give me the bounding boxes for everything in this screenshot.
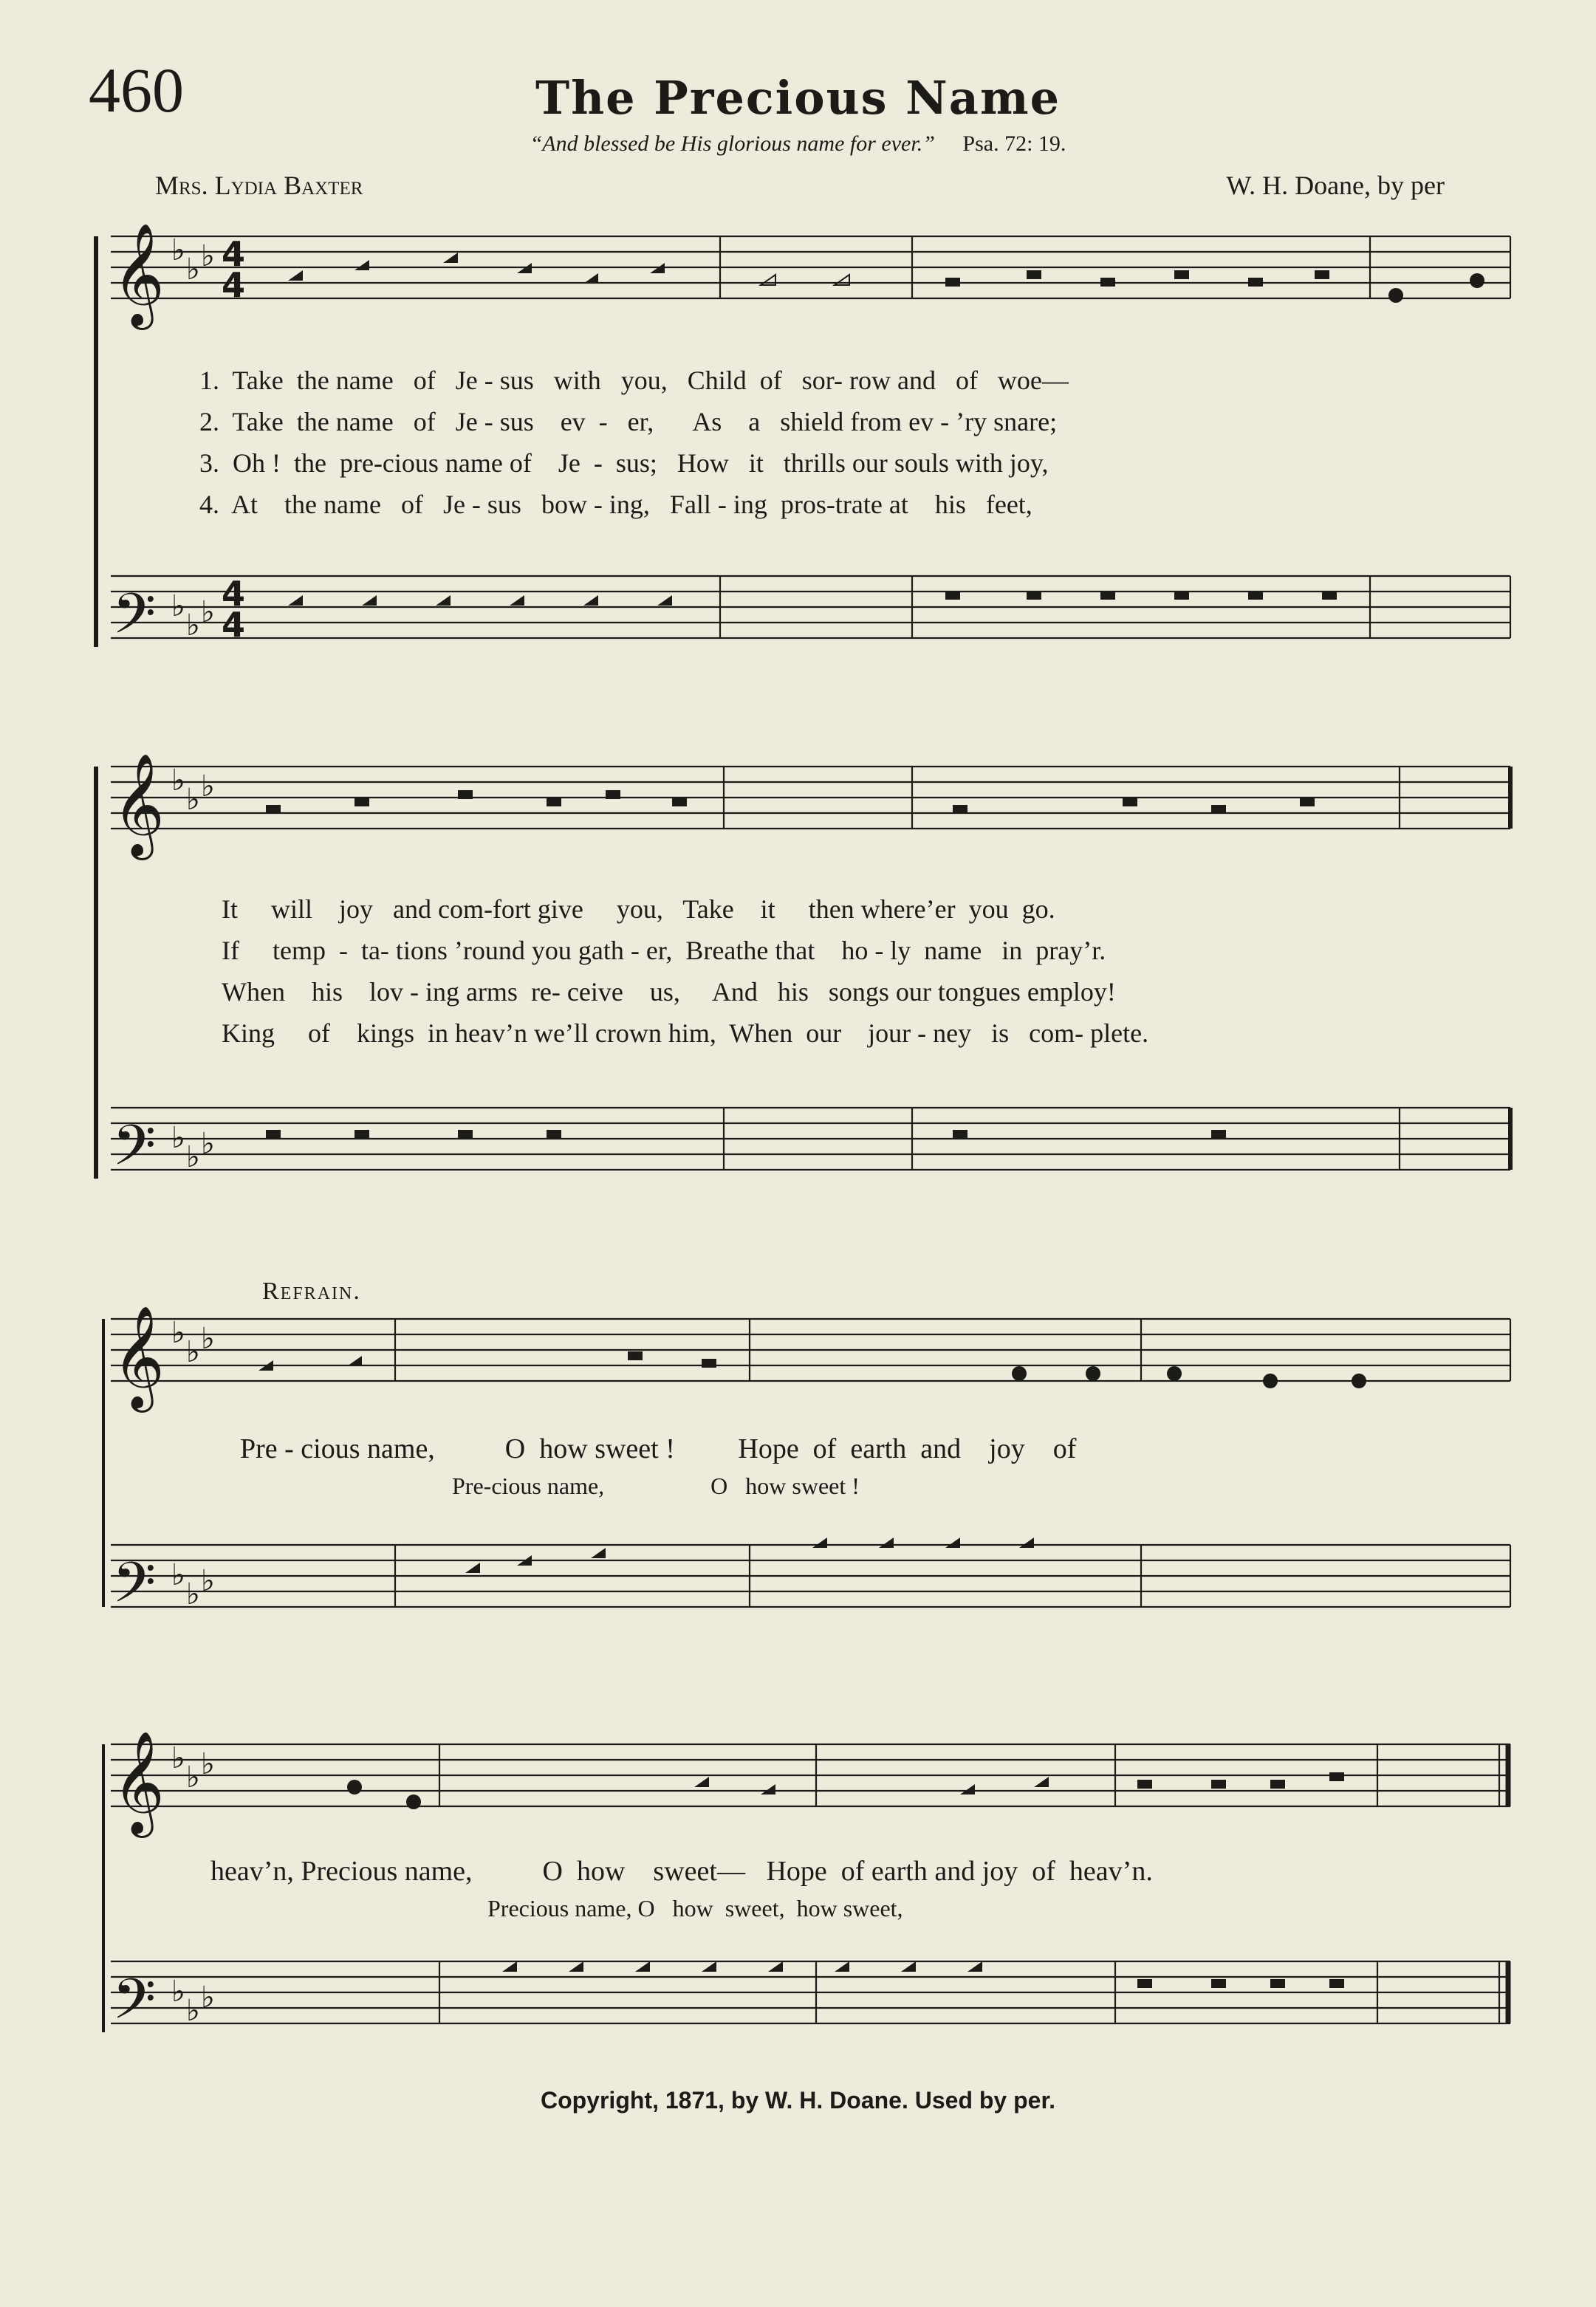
verse-2-line-2: If temp - ta- tions ’round you gath - er, Breathe that ho - ly name in pray’r. [222, 936, 1106, 965]
refrain-line-1: Pre - cious name, O how sweet ! Hope of earth and joy of [240, 1433, 1077, 1464]
bass-clef-icon: 𝄢 [112, 581, 157, 660]
svg-text:♭: ♭ [171, 1558, 185, 1592]
refrain-echo-1: Pre-cious name, O how sweet ! [452, 1473, 860, 1499]
copyright-notice: Copyright, 1871, by W. H. Doane. Used by per. [540, 2087, 1056, 2114]
system-1-treble-staff [111, 236, 1510, 298]
verse-2-line-1: 2. Take the name of Je - sus ev - er, As a shield from ev - ’ry snare; [199, 407, 1058, 436]
svg-text:♭: ♭ [171, 1316, 185, 1350]
svg-text:♭: ♭ [201, 595, 215, 629]
treble-clef-icon: 𝄞 [112, 753, 165, 856]
svg-text:4: 4 [222, 605, 246, 645]
system-4-bass-staff [111, 1961, 1510, 2023]
system-3-treble-staff [111, 1319, 1510, 1381]
system-2-bass-staff [111, 1108, 1510, 1170]
svg-text:♭: ♭ [186, 253, 200, 287]
svg-text:♭: ♭ [201, 1747, 215, 1781]
epigraph-quote: “And blessed be His glorious name for ever.” [530, 131, 935, 156]
svg-text:♭: ♭ [186, 609, 200, 642]
svg-text:♭: ♭ [186, 1994, 200, 2028]
bass-clef-icon: 𝄢 [112, 1113, 157, 1192]
treble-clef-icon: 𝄞 [112, 1306, 165, 1408]
svg-text:♭: ♭ [201, 1564, 215, 1598]
svg-text:♭: ♭ [186, 1761, 200, 1794]
svg-text:♭: ♭ [186, 783, 200, 817]
system-4-treble-staff [111, 1744, 1510, 1806]
svg-text:4: 4 [222, 574, 246, 614]
svg-text:4: 4 [222, 265, 246, 305]
svg-text:♭: ♭ [171, 1121, 185, 1155]
svg-text:♭: ♭ [171, 764, 185, 798]
refrain-label: Refrain. [262, 1278, 361, 1305]
svg-text:♭: ♭ [186, 1577, 200, 1611]
svg-text:♭: ♭ [201, 1981, 215, 2015]
svg-text:♭: ♭ [201, 1127, 215, 1161]
treble-clef-icon: 𝄞 [112, 223, 165, 326]
verse-1-line-2: It will joy and com-fort give you, Take it then where’er you go. [222, 894, 1055, 924]
verse-1-line-1: 1. Take the name of Je - sus with you, Child of sor- row and of woe— [199, 366, 1069, 395]
verse-4-line-1: 4. At the name of Je - sus bow - ing, Fall - ing pros-trate at his feet, [199, 490, 1032, 519]
epigraph-reference: Psa. 72: 19. [962, 131, 1066, 156]
system-1-bass-staff [111, 576, 1510, 638]
svg-text:♭: ♭ [201, 769, 215, 803]
verse-3-line-2: When his lov - ing arms re- ceive us, And his songs our tongues employ! [222, 977, 1116, 1007]
svg-text:♭: ♭ [171, 1975, 185, 2009]
composer: W. H. Doane, by per [1226, 171, 1445, 200]
refrain-echo-2: Precious name, O how sweet, how sweet, [487, 1895, 903, 1922]
verse-4-line-2: King of kings in heav’n we’ll crown him, When our jour - ney is com- plete. [222, 1018, 1149, 1048]
svg-text:4: 4 [222, 234, 246, 274]
verse-3-line-1: 3. Oh ! the pre-cious name of Je - sus; How it thrills our souls with joy, [199, 448, 1049, 478]
svg-text:♭: ♭ [171, 1741, 185, 1775]
system-3-bass-staff [111, 1545, 1510, 1607]
svg-text:♭: ♭ [201, 1322, 215, 1356]
svg-text:♭: ♭ [201, 239, 215, 273]
svg-text:♭: ♭ [171, 589, 185, 623]
bass-clef-icon: 𝄢 [112, 1550, 157, 1629]
time-signature [222, 234, 245, 645]
lyricist: Mrs. Lydia Baxter [155, 171, 363, 200]
hymn-title: The Precious Name [535, 71, 1061, 125]
refrain-line-2: heav’n, Precious name, O how sweet— Hope of earth and joy of heav’n. [210, 1856, 1153, 1887]
svg-text:♭: ♭ [186, 1335, 200, 1369]
bass-clef-icon: 𝄢 [112, 1967, 157, 2046]
treble-clef-icon: 𝄞 [112, 1731, 165, 1834]
svg-text:♭: ♭ [186, 1140, 200, 1174]
svg-text:♭: ♭ [171, 233, 185, 267]
page-number: 460 [89, 55, 184, 126]
